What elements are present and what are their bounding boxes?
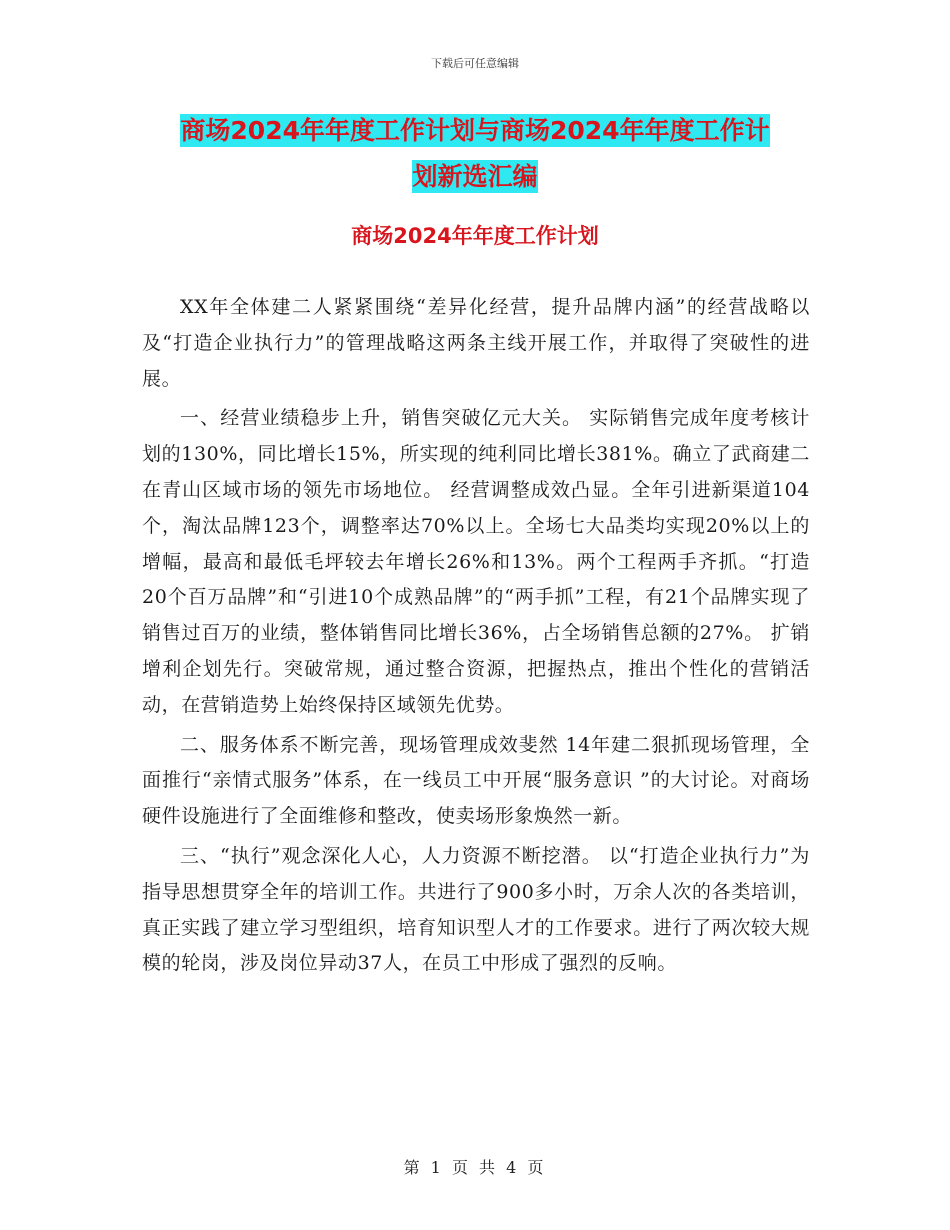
header-note: 下载后可任意编辑 [431,57,519,70]
section-title: 商场2024年年度工作计划 [351,224,599,248]
document-title-line1: 商场2024年年度工作计划与商场2024年年度工作计 [180,116,770,145]
paragraph-sales-performance: 一、经营业绩稳步上升，销售突破亿元大关。 实际销售完成年度考核计划的130%，同比增长15%，所实现的纯利同比增长381%。确立了武商建二在青山区域市场的领先市场地位。 经营调整成效凸显。全年引进新渠道104个，淘汰品牌123个，调整率达70%以上。全场七大品类均实现20%以上的增幅，最高和最低毛坪较去年增长26%和13%。两个工程两手齐抓。“打造20个百万品牌”和“引进10个成熟品牌”的“两手抓”工程，有21个品牌实现了销售过百万的业绩，整体销售同比增长36%，占全场销售总额的27%。 扩销增利企划先行。突破常规，通过整合资源，把握热点，推出个性化的营销活动，在营销造势上始终保持区域领先优势。 [142,407,810,716]
paragraph-service-system: 二、服务体系不断完善，现场管理成效斐然 14年建二狠抓现场管理，全面推行“亲情式服务”体系，在一线员工中开展“服务意识 ”的大讨论。对商场硬件设施进行了全面维修和整改，使卖场形象焕然一新。 [142,733,810,828]
paragraph-execution-hr: 三、“执行”观念深化人心，人力资源不断挖潜。 以“打造企业执行力”为指导思想贯穿全年的培训工作。共进行了900多小时，万余人次的各类培训，真正实践了建立学习型组织，培育知识型人才的工作要求。进行了两次较大规模的轮岗，涉及岗位异动37人，在员工中形成了强烈的反响。 [142,844,810,975]
document-body [142,290,810,986]
page-footer: 第 1 页 共 4 页 [403,1158,547,1177]
paragraph-intro: XX年全体建二人紧紧围绕“差异化经营，提升品牌内涵”的经营战略以及“打造企业执行力”的管理战略这两条主线开展工作，并取得了突破性的进展。 [142,296,810,390]
document-title-line2: 划新选汇编 [412,162,538,191]
document-title [140,108,810,200]
